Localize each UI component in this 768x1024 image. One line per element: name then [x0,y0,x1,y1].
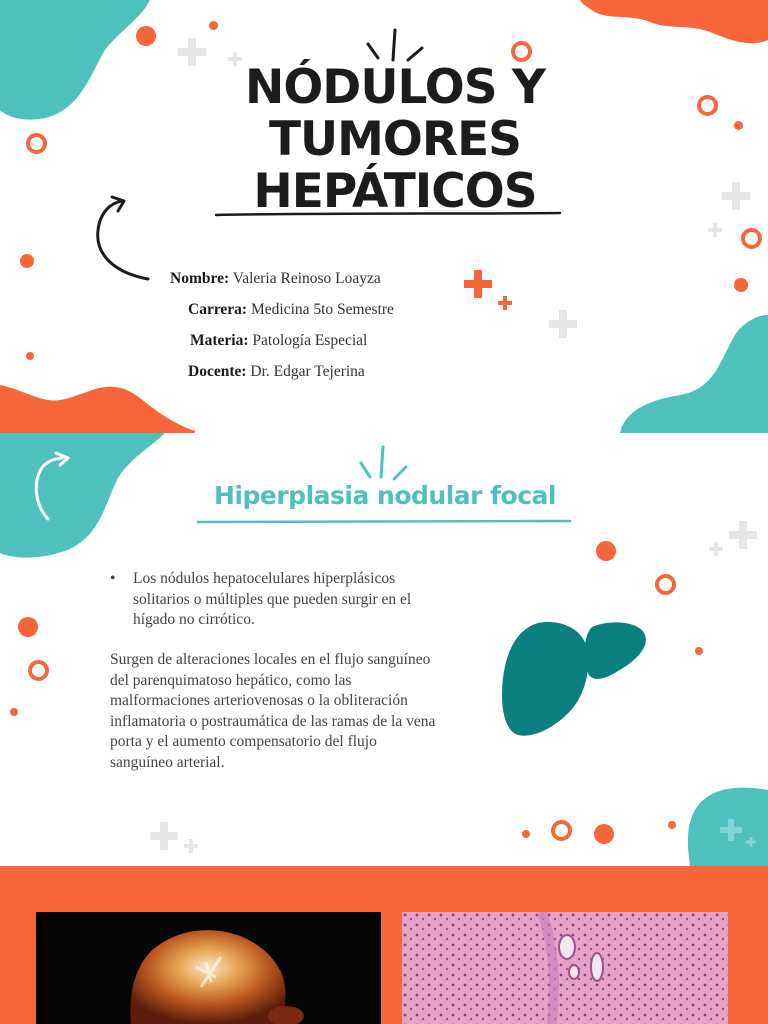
decor-dot [734,278,748,292]
orange-blob-top-right [580,0,768,50]
content-slide [0,433,768,866]
author-info [170,263,470,387]
info-row-career [170,294,470,325]
plus-icon [729,521,757,549]
curved-arrow-icon [28,451,78,523]
plus-icon [722,182,750,210]
title-line-3: HEPÁTICOS [253,164,537,219]
section-heading: Hiperplasia nodular focal [214,481,556,510]
info-row-teacher [170,356,470,387]
emphasis-strokes [356,445,412,485]
plus-icon [708,223,722,237]
decor-dot [20,254,34,268]
decor-dot [10,708,18,716]
decor-ring [551,820,572,841]
orange-wave-bottom-left [0,385,200,433]
decor-ring [28,660,49,681]
cover-slide [0,0,768,433]
curved-arrow-icon [90,195,155,287]
decor-ring [655,574,676,595]
decor-dot [136,26,156,46]
decor-dot [522,830,530,838]
decor-ring [26,133,47,154]
decor-dot [18,617,38,637]
info-label: Carrera: [188,301,248,318]
plus-icon [184,839,198,853]
plus-icon [746,837,756,847]
info-row-subject [170,325,470,356]
decor-dot [596,541,616,561]
gross-specimen-photo [36,912,381,1024]
teal-blob-top-left [0,0,160,125]
info-value: Patología Especial [252,332,368,349]
bullet-icon: • [110,570,116,587]
plus-icon [720,819,742,841]
decor-dot [594,824,614,844]
info-label: Nombre: [170,270,230,287]
info-value: Medicina 5to Semestre [250,301,394,318]
decor-dot [668,821,676,829]
title-line-1: NÓDULOS Y [245,60,545,115]
images-slide [0,866,768,1024]
info-label: Docente: [188,363,247,380]
decor-ring [741,228,762,249]
decor-dot [695,647,703,655]
teal-blob-bottom-right [620,315,768,433]
plus-icon [549,310,577,338]
decor-dot [26,352,34,360]
decor-ring [697,95,718,116]
info-label: Materia: [190,332,249,349]
heading-underline [196,518,576,526]
paragraph: Surgen de alteraciones locales en el flujo sanguíneo del parenquimatoso hepático, como las malformaciones arteriovenosas o la obliteración inflamatoria o postraumática de las ramas de la vena porta y el aumento compensatorio del flujo sanguíneo arterial. [110,651,436,771]
histology-photo [402,912,728,1024]
decor-ring [511,41,532,62]
decor-dot [734,121,743,130]
plus-icon [150,822,178,850]
plus-icon-orange [498,296,512,310]
info-row-name [170,263,470,294]
decor-dot [209,21,218,30]
plus-icon [709,542,723,556]
teal-blob-top-left [0,433,170,563]
title-underline [214,208,564,222]
bullet-item [110,569,450,631]
info-value: Dr. Edgar Tejerina [250,363,365,380]
info-value: Valeria Reinoso Loayza [232,270,381,287]
bullet-text: Los nódulos hepatocelulares hiperplásicos solitarios o múltiples que pueden surgir en el hígado no cirrótico. [133,570,412,628]
cover-title [190,62,600,218]
title-line-2: TUMORES [268,112,522,167]
liver-icon [500,617,650,742]
